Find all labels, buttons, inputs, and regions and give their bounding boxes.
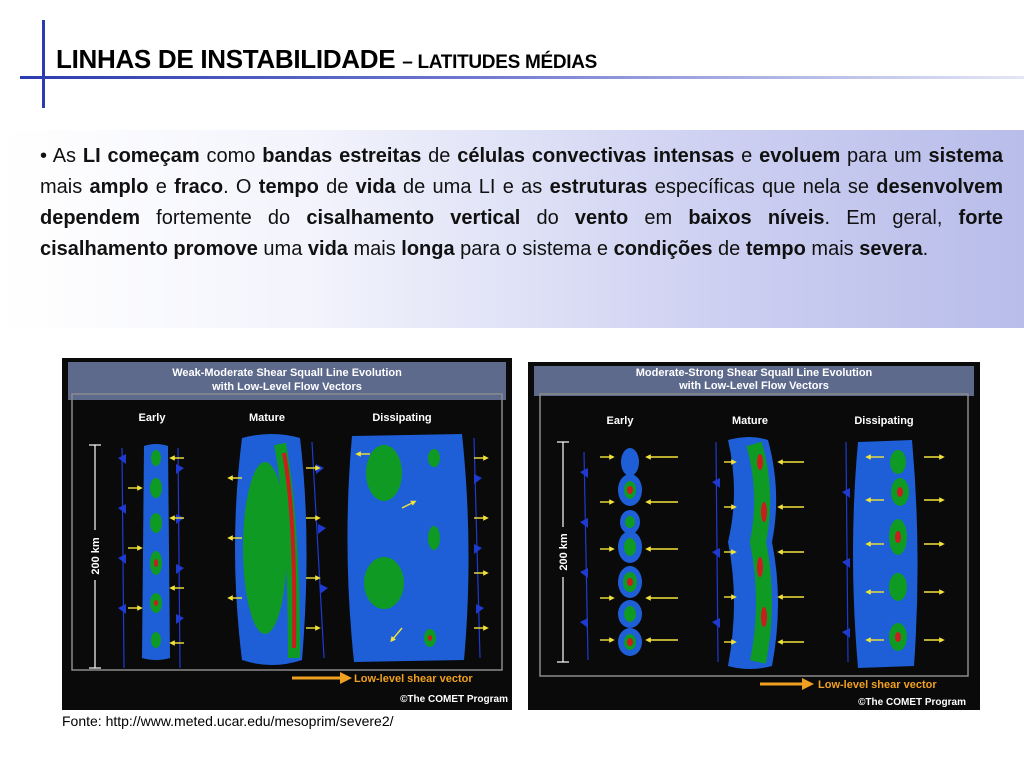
body-bold: células convectivas intensas [457,145,735,167]
body-text: de [318,176,356,198]
figure-title-line2: with Low-Level Flow Vectors [679,380,829,392]
title-main: LINHAS DE INSTABILIDADE [56,44,396,74]
body-bold: baixos níveis [688,207,825,229]
stage-label-early: Early [138,412,166,424]
body-text: de [421,145,458,167]
figure-moderate-strong-shear [528,362,980,710]
body-text: e [734,145,760,167]
body-bold: vida [355,176,396,198]
body-text: mais [347,238,402,260]
body-bold: vida [307,238,348,260]
body-text: em [628,207,689,229]
body-text: uma [257,238,308,260]
stage-label-dissipating: Dissipating [854,415,914,427]
scale-label: 200 km [90,537,102,575]
stage-label-dissipating: Dissipating [372,412,432,424]
figure-title-line1: Weak-Moderate Shear Squall Line Evolution [172,367,402,379]
body-bold: desenvolvem dependem [40,176,1003,229]
body-bold: longa [401,238,455,260]
body-bold: amplo [89,176,149,198]
title-subtitle: – LATITUDES MÉDIAS [402,52,598,73]
body-text: de [712,238,746,260]
stage-label-mature: Mature [731,415,769,427]
body-text: para um [840,145,929,167]
body-text: para o sistema e [454,238,614,260]
comet-credit: ©The COMET Program [858,697,966,708]
body-bold: bandas estreitas [262,145,422,167]
title-underline-accent [20,76,1024,79]
title-vertical-accent [42,20,45,108]
body-bold: promove [173,238,258,260]
body-text: do [520,207,575,229]
body-text: . [922,238,929,260]
figure-title-line2: with Low-Level Flow Vectors [212,381,362,393]
body-bold: condições [613,238,713,260]
figure-weak-moderate-shear [62,358,512,710]
body-text: específicas que nela se [647,176,877,198]
body-bold: sistema [928,145,1003,167]
body-text: como [199,145,263,167]
body-bold: vento [574,207,629,229]
body-text: mais [40,176,90,198]
comet-credit: ©The COMET Program [400,694,508,705]
body-text: mais [805,238,860,260]
stage-label-mature: Mature [248,412,286,424]
body-bold: LI começam [82,145,200,167]
body-text: . O [223,176,259,198]
echo-band-dissipating [853,440,918,668]
source-caption: Fonte: http://www.meted.ucar.edu/mesoprim/severe2/ [62,713,394,729]
body-bold: cisalhamento vertical [306,207,521,229]
body-bold: tempo [258,176,319,198]
scale-label: 200 km [558,533,570,571]
body-bold: forte cisalhamento [40,207,1003,260]
body-bold: severa [859,238,923,260]
body-paragraph [40,141,1003,265]
figure-title-line1: Moderate-Strong Shear Squall Line Evolution [635,367,873,379]
body-text: • As [40,145,83,167]
body-bold: evoluem [759,145,841,167]
shear-vector-label: Low-level shear vector [354,673,473,685]
body-text: de uma LI e as [395,176,550,198]
body-bold: tempo [745,238,806,260]
body-text: . Em geral, [824,207,959,229]
body-bold: fraco [174,176,224,198]
body-bold: estruturas [549,176,648,198]
slide-title [56,44,597,75]
stage-label-early: Early [606,415,634,427]
body-text: e [148,176,175,198]
shear-vector-label: Low-level shear vector [818,679,937,691]
body-text: fortemente do [140,207,307,229]
echo-band-dissipating [347,434,468,662]
